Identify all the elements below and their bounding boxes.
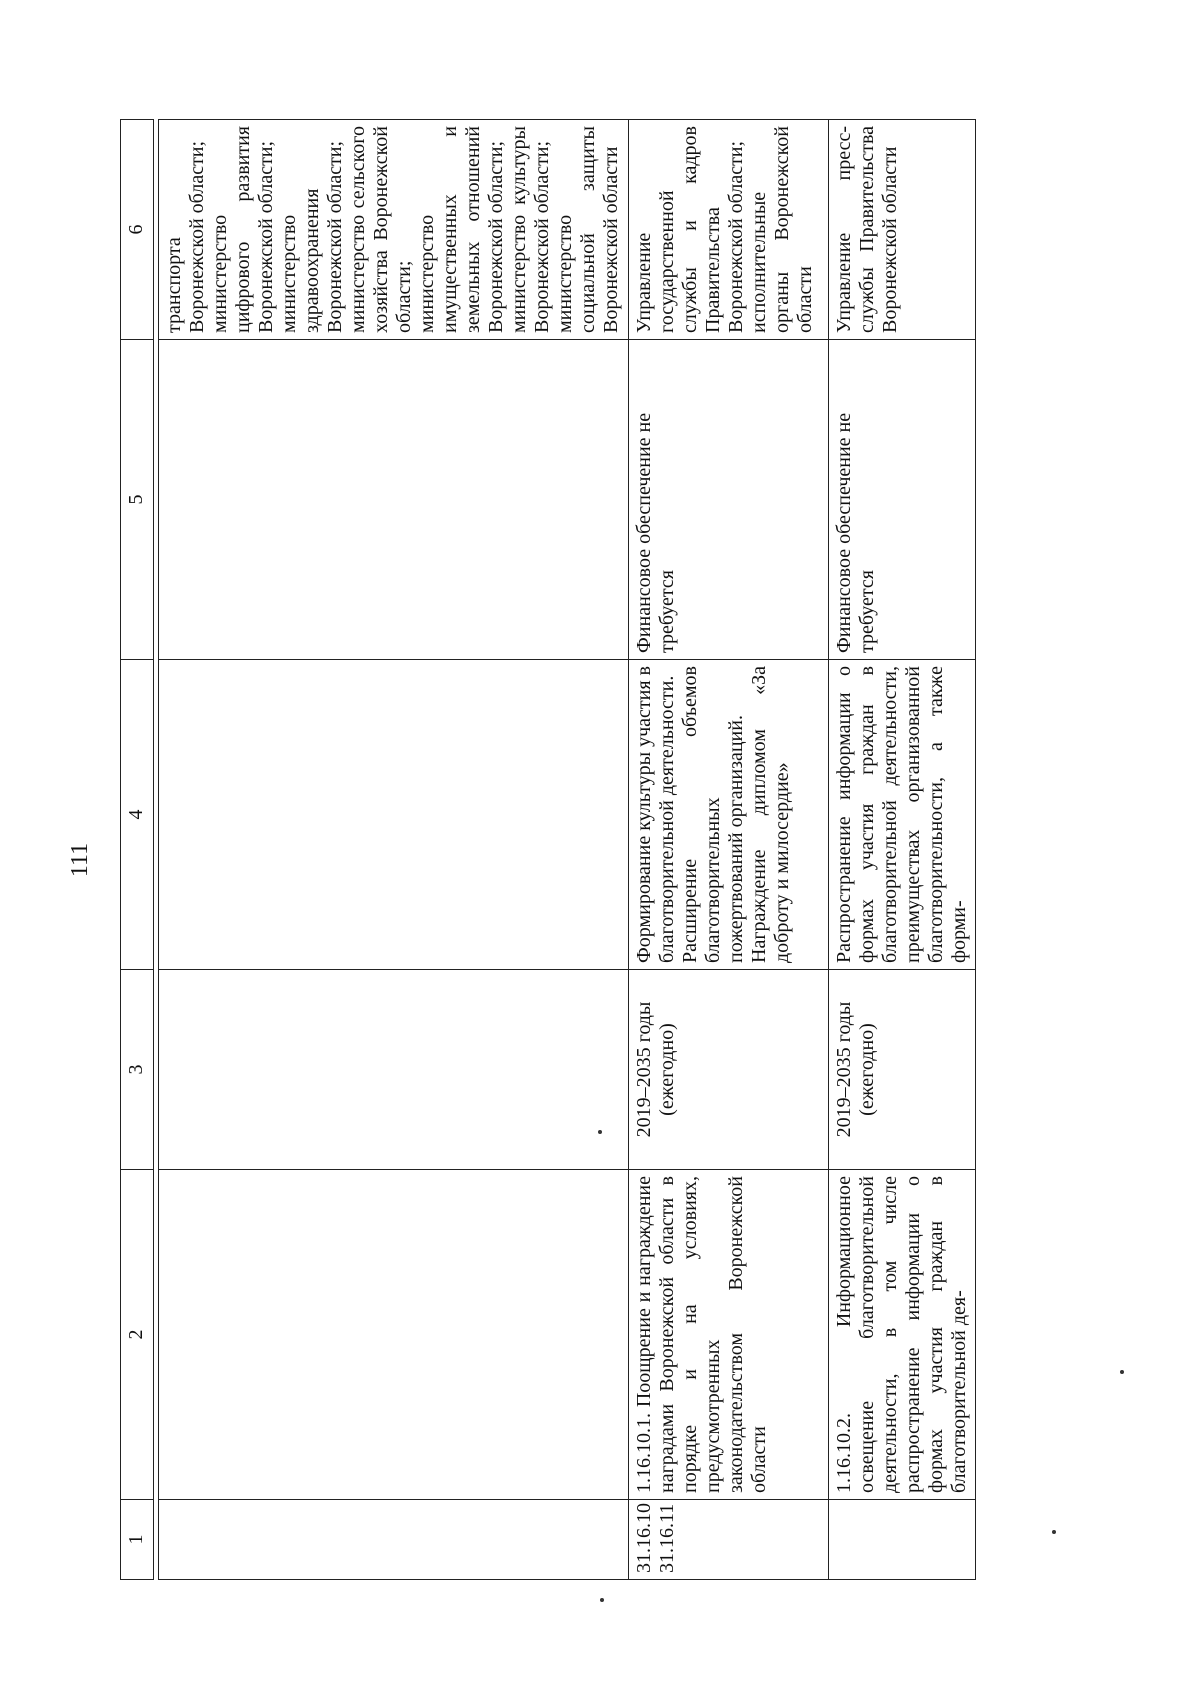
cell-executors: Управление пресс-службы Правительства Воронежской области [829,120,976,340]
cell-financing: Финансовое обеспечение не требуется [829,340,976,660]
cell-executors: транспорта Воронежской области; министерство цифрового развития Воронежской области; министерство здравоохранения Воронежской области; министерство сельского хозяйства Воронежской области; министерство имущественных и земельных отношений Воронежской области; министерство культуры Воронежской области; министерство социальной защиты Воронежской области [159,120,629,340]
header-row [121,120,154,1580]
header-col-6: 6 [121,120,154,340]
table-row [829,120,976,1580]
rotated-table-container [120,120,1120,1580]
cell-measure: 1.16.10.1. Поощрение и награждение наградами Воронежской области в порядке и на условиях, предусмотренных законодательством Воронежской области [629,1170,829,1500]
scan-speck [1120,1370,1124,1374]
page-number: 111 [67,842,93,878]
scan-speck [1052,1530,1056,1534]
table-row [629,120,829,1580]
header-col-2: 2 [121,1170,154,1500]
cell-period [159,970,629,1170]
scan-speck [598,1130,602,1134]
cell-num [159,1500,629,1580]
header-col-5: 5 [121,340,154,660]
header-col-3: 3 [121,970,154,1170]
cell-measure [159,1170,629,1500]
cell-period: 2019–2035 годы (ежегодно) [629,970,829,1170]
cell-measure: 1.16.10.2. Информационное освещение благотворительной деятельности, в том числе распространение информации о формах участия граждан в благотворительной дея- [829,1170,976,1500]
header-col-1: 1 [121,1500,154,1580]
cell-num: 31.16.10 31.16.11 [629,1500,829,1580]
cell-result [159,660,629,970]
cell-executors: Управление государственной службы и кадров Правительства Воронежской области; исполнительные органы Воронежской области [629,120,829,340]
cell-result: Формирование культуры участия в благотворительной деятельности. Расширение объемов благотворительных пожертвований организаций. Награждение дипломом «За доброту и милосердие» [629,660,829,970]
cell-period: 2019–2035 годы (ежегодно) [829,970,976,1170]
table-row-continuation [159,120,629,1580]
cell-financing [159,340,629,660]
scan-speck [600,1598,604,1602]
cell-result: Распространение информации о формах участия граждан в благотворительной деятельности, преимуществах организованной благотворительности, а также форми- [829,660,976,970]
header-col-4: 4 [121,660,154,970]
measures-table [120,119,976,1580]
cell-financing: Финансовое обеспечение не требуется [629,340,829,660]
cell-num [829,1500,976,1580]
